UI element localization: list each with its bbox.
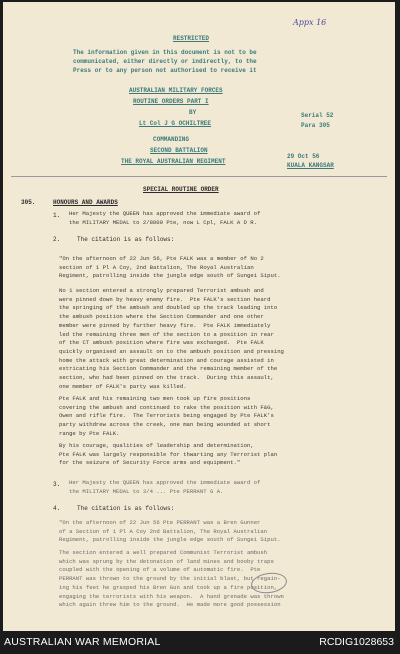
commanding-label: COMMANDING	[153, 136, 190, 143]
citation-1-para-b: No 1 section entered a strongly prepared Terrorist ambush and were pinned down by heavy enemy fire. Pte FALK's section heard the springing of the ambush and doubled up the track leading into the ambush position where the Section Commander and one other member were pinned by further heavy fire. Pte FALK immediately led the remaining three men of the section to a position in rear of the CT ambush position where fire was exchanged. Pte FALK quickly organised an assault on to the ambush position and pressing home the attack with great determination and courage assisted in extricating his Section Commander and the remaining member of the section, who had been pinned on the track. During this assault, one member of FALK's party was killed.	[59, 287, 284, 390]
regiment-name: THE ROYAL AUSTRALIAN REGIMENT	[121, 158, 226, 165]
force-title: AUSTRALIAN MILITARY FORCES	[129, 87, 223, 94]
citation-2-para-b: The section entered a well prepared Communist Terrorist ambush which was sprung by the detonation of land mines and booby traps coupled with the opening of a volume of automatic fire. Pte PERRANT was thrown to the ground by the initial blast, but regain- ing his feet he grasped his Bren Gun and took up a fire position, engaging the terrorists with his weapon. A hand grenade was thrown which again threw him to the ground. He made more good possession	[59, 549, 284, 609]
para-2-heading: The citation is as follows:	[77, 236, 175, 243]
section-heading: SPECIAL ROUTINE ORDER	[143, 186, 219, 193]
document-page	[3, 2, 395, 631]
officer-name: Lt Col J G OCHILTREE	[139, 120, 212, 127]
citation-1-para-d: By his courage, qualities of leadership and determination, Pte FALK was largely responsible for thwarting any Terrorist plan for the seizure of Security Force arms and equipment."	[59, 442, 278, 467]
citation-1-para-c: Pte FALK and his remaining two men took up fire positions covering the ambush and continued to rake the position with F&G, Owen and rifle fire. The Terrorists being engaged by Pte FALK's party withdrew across the creek, one man being wounded at short range by Pte FALK.	[59, 395, 274, 437]
para-2-number: 2.	[53, 236, 61, 243]
orders-title: ROUTINE ORDERS PART I	[133, 98, 209, 105]
para-4-heading: The citation is as follows:	[77, 505, 175, 512]
footer-source: AUSTRALIAN WAR MEMORIAL	[4, 636, 161, 648]
item-heading: HONOURS AND AWARDS	[53, 199, 118, 206]
order-date: 29 Oct 56	[287, 153, 320, 160]
para-1-text: Her Majesty the QUEEN has approved the immediate award of the MILITARY MEDAL to 2/8800 Pte, now L Cpl, FALK A D R.	[69, 210, 261, 226]
classification-label: RESTRICTED	[173, 35, 210, 42]
notice-line-1: The information given in this document is not to be	[73, 49, 257, 56]
para-4-number: 4.	[53, 505, 61, 512]
footer-reference: RCDIG1028653	[319, 636, 394, 648]
notice-line-2: communicated, either directly or indirectly, to the	[73, 58, 257, 65]
battalion-name: SECOND BATTALION	[150, 147, 208, 154]
header-divider	[11, 176, 387, 177]
para-1-number: 1.	[53, 212, 61, 219]
para-3-text: Her Majesty the QUEEN has approved the immediate award of the MILITARY MEDAL to 3/4 ... Pte PERRANT G A.	[69, 479, 261, 495]
citation-2-para-a: "On the afternoon of 22 Jun 56 Pte PERRANT was a Bren Gunner of a Section of 1 Pl A Coy 2nd Battalion, The Royal Australian Regiment, patrolling inside the jungle edge south of Sungei Siput.	[59, 519, 281, 544]
by-label: BY	[189, 109, 197, 116]
order-place: KUALA KANGSAR	[287, 162, 334, 169]
para-number: Para 305	[301, 122, 330, 129]
notice-line-3: Press or to any person not authorised to receive it	[73, 67, 257, 74]
para-3-number: 3.	[53, 481, 61, 488]
serial-number: Serial 52	[301, 112, 334, 119]
citation-1-para-a: "On the afternoon of 22 Jun 56, Pte FALK was a member of No 2 section of 1 Pl A Coy, 2nd Battalion, The Royal Australian Regiment, patrolling inside the jungle edge south of Sungei Siput.	[59, 255, 281, 280]
item-number: 305.	[21, 199, 36, 206]
footer-bar	[0, 631, 400, 654]
handwritten-annotation: Appx 16	[293, 18, 327, 27]
